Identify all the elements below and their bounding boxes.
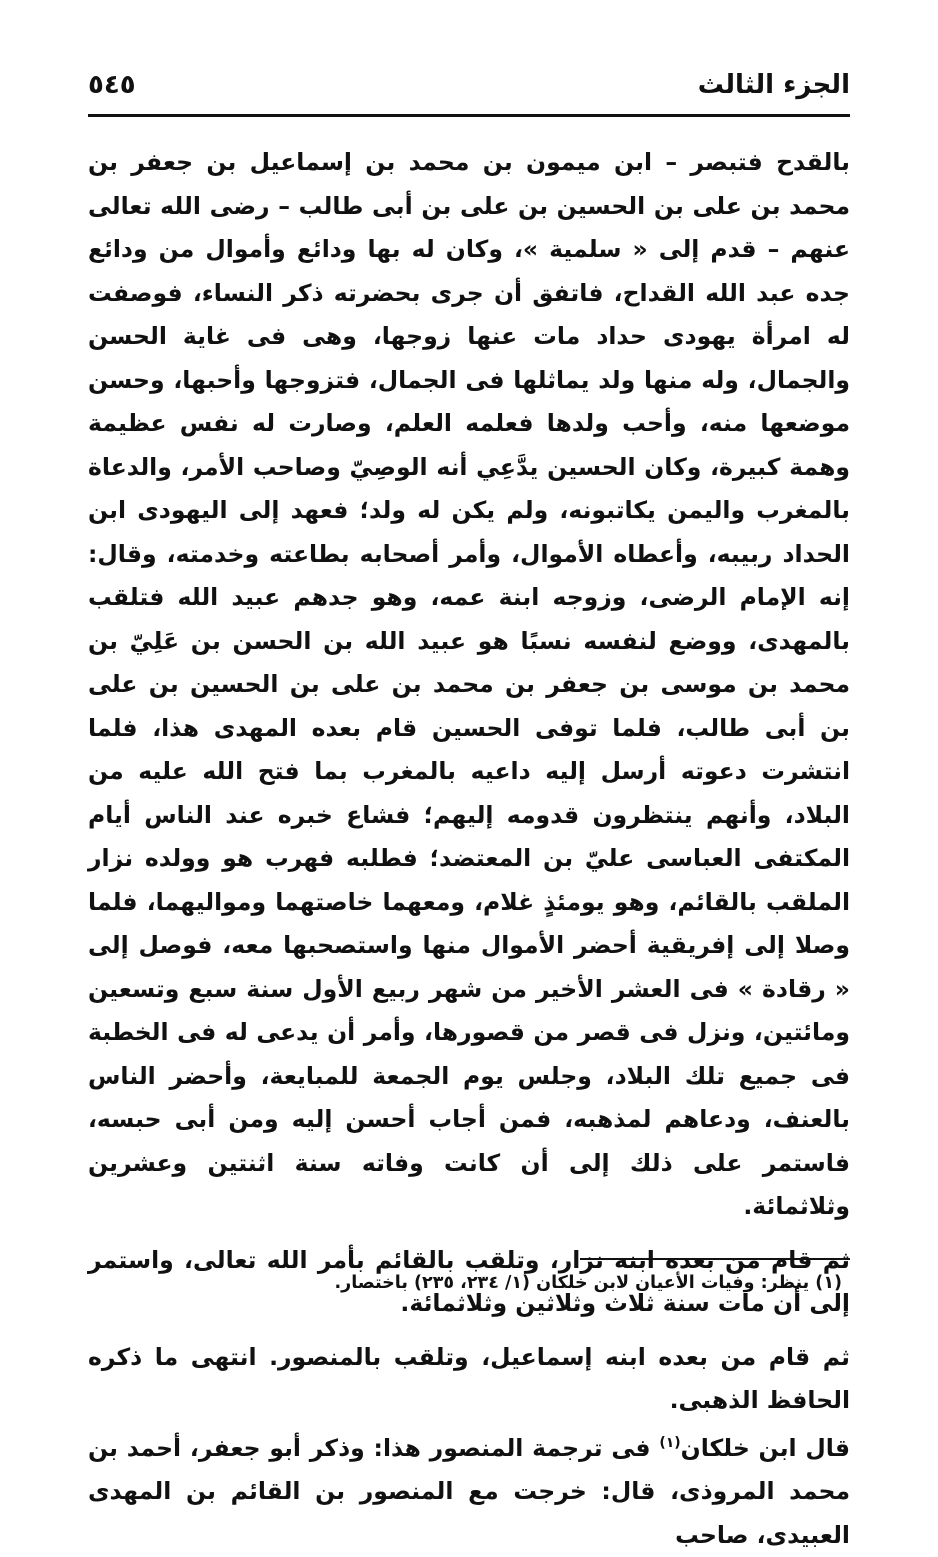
document-page bbox=[88, 62, 850, 1322]
paragraph-4-start: قال ابن خلكان bbox=[681, 1434, 850, 1462]
paragraph-4-rest: فى ترجمة المنصور هذا: وذكر أبو جعفر، أحمد بن محمد المروذى، قال: خرجت مع المنصور بن القائم بن المهدى العبيدى، صاحب bbox=[88, 1434, 850, 1549]
footnote-marker: (١) bbox=[659, 1435, 680, 1451]
paragraph-3: ثم قام من بعده ابنه إسماعيل، وتلقب بالمنصور. انتهى ما ذكره الحافظ الذهبى. bbox=[88, 1336, 850, 1423]
page-number: ٥٤٥ bbox=[88, 70, 136, 100]
paragraph-4 bbox=[88, 1427, 850, 1557]
paragraph-1: بالقدح فتبصر – ابن ميمون بن محمد بن إسماعيل بن جعفر بن محمد بن على بن الحسين بن على بن أبى طالب – رضى الله تعالى عنهم – قدم إلى « سلمية »، وكان له بها ودائع وأموال من ودائع جده عبد الله القداح، فاتفق أن جرى بحضرته ذكر النساء، فوصفت له امرأة يهودى حداد مات عنها زوجها، وهى فى غاية الحسن والجمال، وله منها ولد يماثلها فى الجمال، فتزوجها وأحبها، وحسن موضعها منه، وأحب ولدها فعلمه العلم، وصارت له نفس عظيمة وهمة كبيرة، وكان الحسين يدَّعِي أنه الوصِيّ وصاحب الأمر، والدعاة بالمغرب واليمن يكاتبونه، ولم يكن له ولد؛ فعهد إلى اليهودى ابن الحداد ربيبه، وأعطاه الأموال، وأمر أصحابه بطاعته وخدمته، وقال: إنه الإمام الرضى، وزوجه ابنة عمه، وهو جدهم عبيد الله فتلقب بالمهدى، ووضع لنفسه نسبًا هو عبيد الله بن الحسن بن عَلِيّ بن محمد بن موسى بن جعفر بن محمد بن على بن الحسين بن على بن أبى طالب، فلما توفى الحسين قام بعده المهدى هذا، فلما انتشرت دعوته أرسل إليه داعيه بالمغرب بما فتح الله عليه من البلاد، وأنهم ينتظرون قدومه إليهم؛ فشاع خبره عند الناس أيام المكتفى العباسى عليّ بن المعتضد؛ فطلبه فهرب هو وولده نزار الملقب بالقائم، وهو يومئذٍ غلام، ومعهما خاصتهما ومواليهما، فلما وصلا إلى إفريقية أحضر الأموال منها واستصحبها معه، فوصل إلى « رقادة » فى العشر الأخير من شهر ربيع الأول سنة سبع وتسعين ومائتين، ونزل فى قصر من قصورها، وأمر أن يدعى له فى الخطبة فى جميع تلك البلاد، وجلس يوم الجمعة للمبايعة، وأحضر الناس بالعنف، ودعاهم لمذهبه، فمن أجاب أحسن إليه ومن أبى حبسه، فاستمر على ذلك إلى أن كانت وفاته سنة اثنتين وعشرين وثلاثمائة. bbox=[88, 141, 850, 1229]
footnote: (١) ينظر: وفيات الأعيان لابن خلكان (١/ ٢٣٤، ٢٣٥) باختصار. bbox=[102, 1268, 842, 1298]
running-title: الجزء الثالث bbox=[698, 70, 850, 100]
paragraph-2: ثم قام من بعده ابنه نزار، وتلقب بالقائم بأمر الله تعالى، واستمر إلى أن مات سنة ثلاث وثلاثين وثلاثمائة. bbox=[88, 1239, 850, 1326]
body-text bbox=[88, 141, 850, 1557]
footnote-divider bbox=[580, 1258, 850, 1260]
page-header bbox=[88, 62, 850, 117]
